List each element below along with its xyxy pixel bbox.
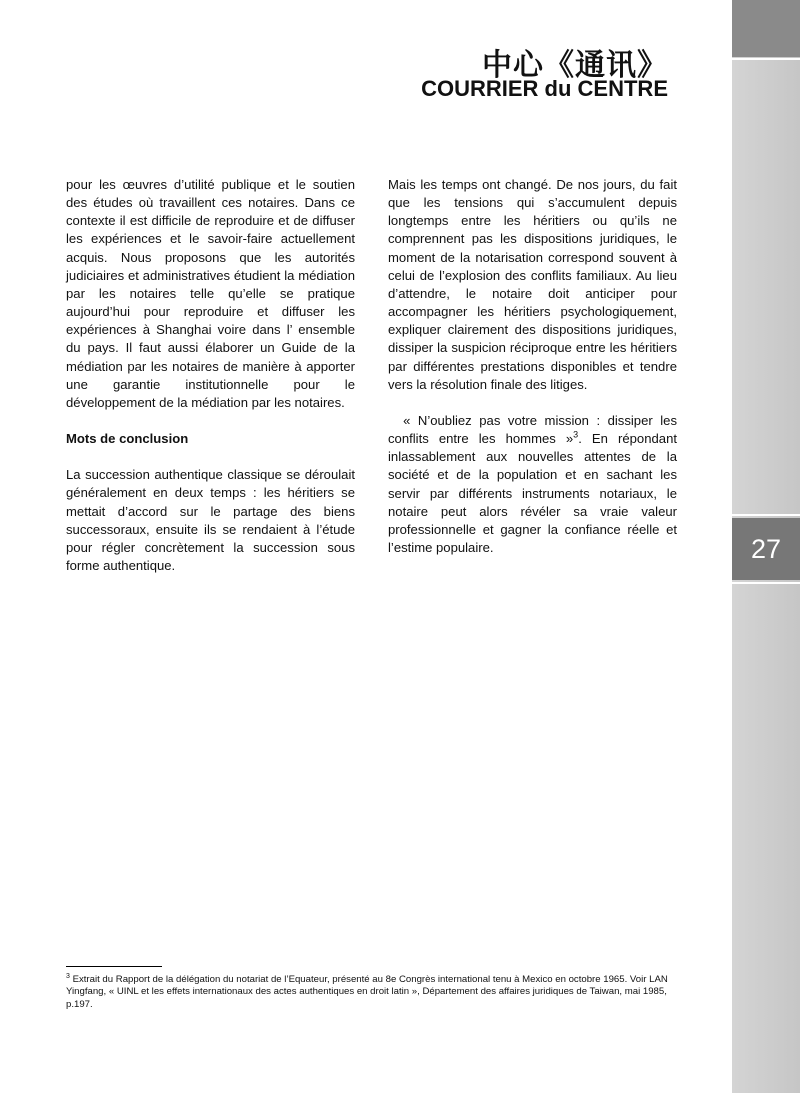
quote-text: « N’oubliez pas votre mission : dissiper les conflits entre les hommes » [388, 412, 677, 447]
right-column [388, 176, 677, 557]
footnote [66, 974, 686, 1011]
footnote-marker: 3 [66, 972, 70, 980]
footnote-divider [66, 966, 162, 967]
section-heading: Mots de conclusion [66, 431, 189, 447]
side-tab [732, 0, 800, 1093]
left-paragraph-1: pour les œuvres d’utilité publique et le soutien des études où travaillent ces notaires. Dans ce contexte il est difficile de reproduire et de diffuser les expériences et le savoir-faire actuellement acquis. Nous proposons que les autorités judiciaires et administratives étudient la médiation par les notaires telle qu’elle se pratique aujourd’hui pour reproduire et diffuser les expériences à Shanghai voire dans l’ ensemble du pays. Il faut aussi élaborer un Guide de la médiation par les notaires de manière à apporter une garantie institutionnelle pour le développement de la médiation par les notaires. [66, 177, 355, 410]
right-paragraph-1: Mais les temps ont changé. De nos jours, du fait que les tensions qui s’accumulent depuis longtemps entre les héritiers ou qu’ils ne comprennent pas les dispositions juridiques, le moment de la notarisation correspond souvent à celui de l’explosion des conflits familiaux. Au lieu d’attendre, le notaire doit anticiper pour accompagner les héritiers psychologiquement, expliquer clairement des dispositions juridiques, dissiper la suspicion réciproque entre les héritiers par différentes prestations disponibles et tendre vers la résolution finale des litiges. [388, 177, 677, 392]
header-title-french: COURRIER du CENTRE [421, 76, 668, 101]
left-column [66, 176, 355, 575]
side-tab-top-block [732, 0, 800, 57]
page-number: 27 [732, 518, 800, 580]
header-title-chinese: 中心《通讯》 [482, 48, 668, 83]
footnote-reference[interactable]: 3 [573, 429, 579, 440]
left-paragraph-2: La succession authentique classique se déroulait généralement en deux temps : les héritiers se mettait d’accord sur le partage des biens successoraux, ensuite ils se rendaient à l’étude pour régler concrètement la succession sous forme authentique. [66, 467, 355, 573]
paragraph-continuation: . En répondant inlassablement aux nouvelles attentes de la société et de la population et en sachant les servir par différents instruments notariaux, le notaire peut alors révéler sa vraie valeur professionnelle et gagner la confiance réelle et l’estime populaire. [388, 431, 677, 555]
right-paragraph-2 [388, 412, 677, 557]
footnote-text: Extrait du Rapport de la délégation du notariat de l’Equateur, présenté au 8e Congrès international tenu à Mexico en octobre 1965. Voir LAN Yingfang, « UINL et les effets internationaux des actes authentiques en droit latin », Département des affaires juridiques de Taiwan, mai 1985, p.197. [66, 974, 668, 1010]
